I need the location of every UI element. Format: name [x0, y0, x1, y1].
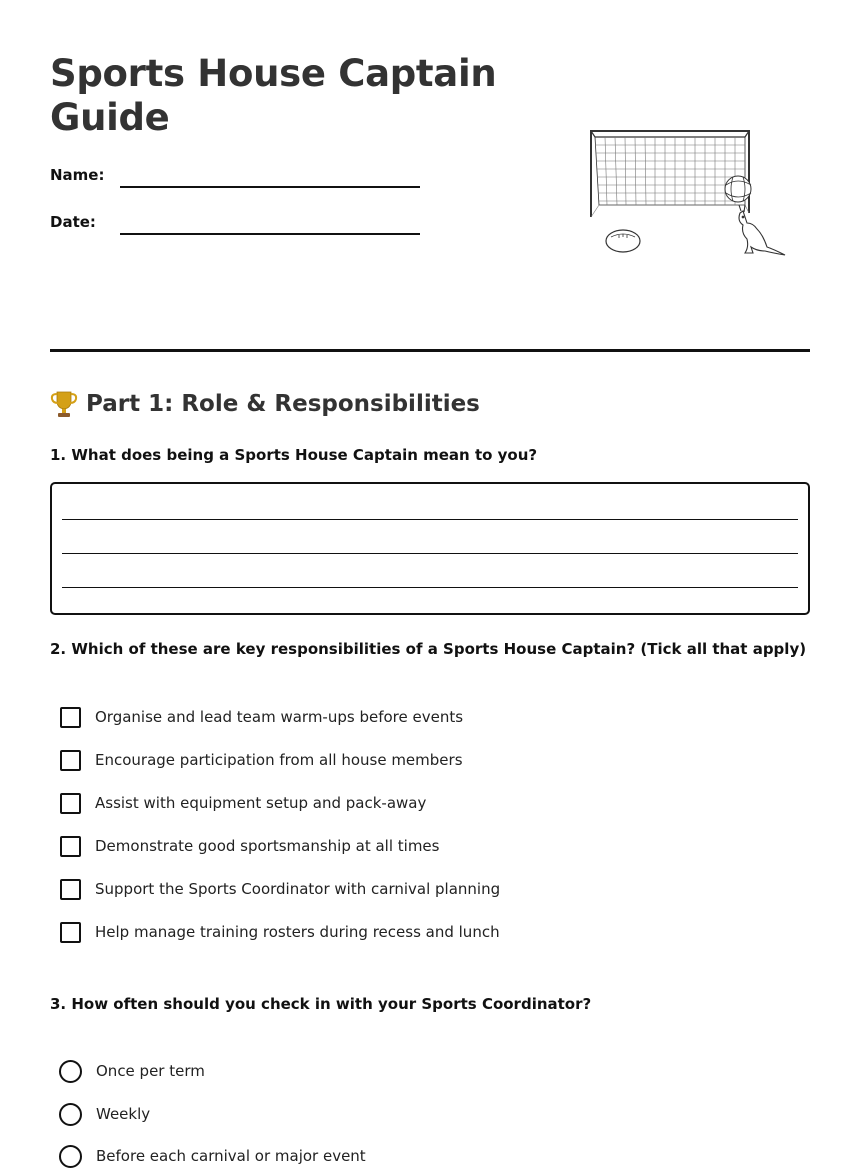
question-2: 2. Which of these are key responsibilities of a Sports House Captain? (Tick all that apply): [50, 640, 807, 658]
checkbox-option-label: Help manage training rosters during recess and lunch: [95, 923, 500, 941]
rugby-ball-icon: [606, 230, 640, 252]
checkbox-option[interactable]: [60, 747, 463, 773]
checkbox[interactable]: [60, 793, 81, 814]
section-heading-part-1: [50, 388, 480, 420]
name-input-line[interactable]: [120, 186, 420, 188]
checkbox-option-label: Assist with equipment setup and pack-away: [95, 794, 427, 812]
date-field: [50, 213, 430, 243]
checkbox[interactable]: [60, 707, 81, 728]
radio-button[interactable]: [59, 1145, 82, 1168]
date-input-line[interactable]: [120, 233, 420, 235]
answer-box-question-1[interactable]: [50, 482, 810, 615]
radio-option[interactable]: [60, 1143, 366, 1169]
checkbox[interactable]: [60, 836, 81, 857]
header-divider: [50, 349, 810, 352]
checkbox-option-label: Encourage participation from all house members: [95, 751, 463, 769]
checkbox[interactable]: [60, 879, 81, 900]
name-label: Name:: [50, 166, 105, 184]
trophy-icon: [50, 389, 78, 419]
checkbox-option[interactable]: [60, 790, 426, 816]
radio-option[interactable]: [60, 1058, 205, 1084]
section-heading-text: Part 1: Role & Responsibilities: [86, 391, 480, 417]
soccer-goal-icon: [591, 131, 749, 217]
checkbox-option[interactable]: [60, 833, 439, 859]
checkbox[interactable]: [60, 750, 81, 771]
radio-option-label: Before each carnival or major event: [96, 1147, 366, 1165]
radio-option-label: Once per term: [96, 1062, 205, 1080]
radio-option[interactable]: [60, 1101, 150, 1127]
answer-line: [62, 519, 798, 520]
checkbox-option[interactable]: [60, 919, 500, 945]
checkbox-option[interactable]: [60, 704, 463, 730]
page-title: Sports House Captain Guide: [50, 52, 497, 139]
answer-line: [62, 553, 798, 554]
kangaroo-icon: [739, 205, 785, 255]
question-1: 1. What does being a Sports House Captain mean to you?: [50, 446, 538, 464]
date-label: Date:: [50, 213, 96, 231]
question-3: 3. How often should you check in with your Sports Coordinator?: [50, 995, 592, 1013]
name-field: [50, 166, 430, 196]
checkbox-option-label: Support the Sports Coordinator with carnival planning: [95, 880, 501, 898]
checkbox-option-label: Demonstrate good sportsmanship at all times: [95, 837, 440, 855]
checkbox[interactable]: [60, 922, 81, 943]
radio-button[interactable]: [59, 1060, 82, 1083]
radio-button[interactable]: [59, 1103, 82, 1126]
radio-option-label: Weekly: [96, 1105, 151, 1123]
checkbox-option-label: Organise and lead team warm-ups before events: [95, 708, 464, 726]
answer-line: [62, 587, 798, 588]
sports-illustration: [585, 125, 790, 260]
soccer-ball-icon: [725, 176, 751, 202]
checkbox-option[interactable]: [60, 876, 500, 902]
